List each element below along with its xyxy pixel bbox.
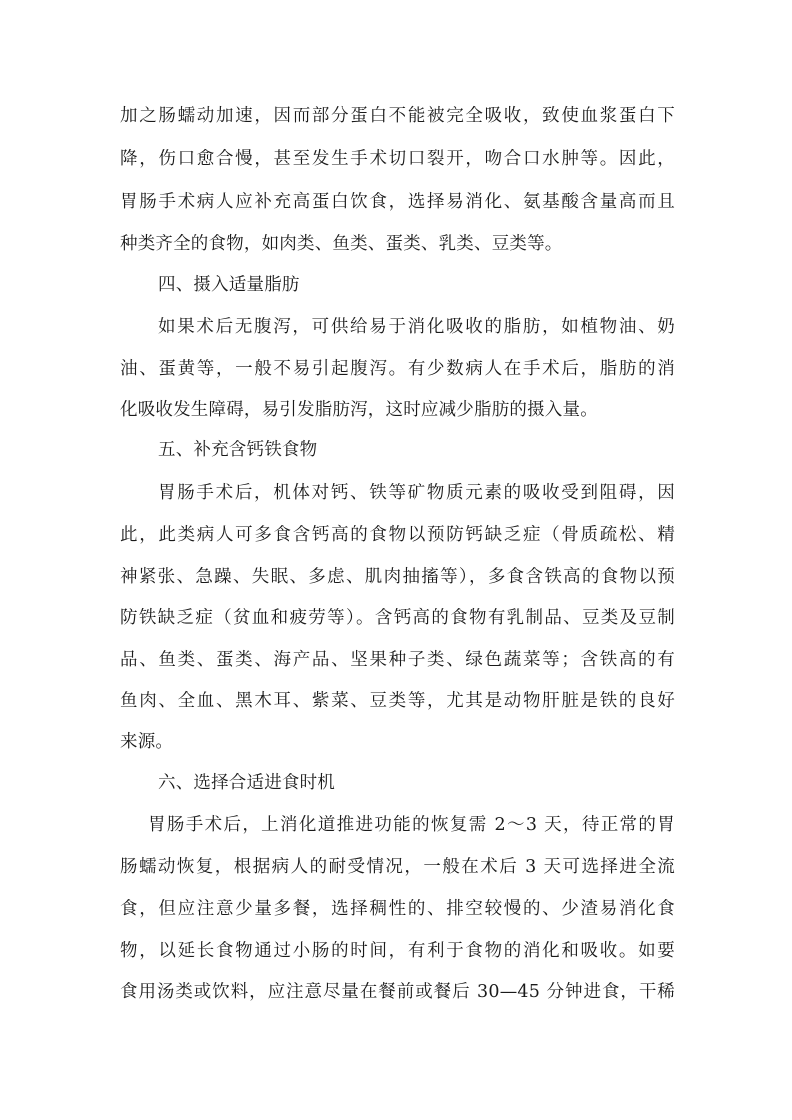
paragraph-line: 来源。 [120, 732, 174, 752]
paragraph-line: 胃肠手术后，机体对钙、铁等矿物质元素的吸收受到阻碍，因 [158, 483, 675, 503]
paragraph-line: 食用汤类或饮料，应注意尽量在餐前或餐后 30—45 分钟进食，干稀 [120, 982, 675, 1002]
section-heading-fat: 四、摄入适量脂肪 [158, 275, 300, 295]
paragraph-line: 加之肠蠕动加速，因而部分蛋白不能被完全吸收，致使血浆蛋白下 [120, 106, 675, 126]
paragraph-line: 品、鱼类、蛋类、海产品、坚果种子类、绿色蔬菜等；含铁高的有 [120, 650, 675, 670]
paragraph-line: 肠蠕动恢复，根据病人的耐受情况，一般在术后 3 天可选择进全流 [120, 857, 675, 877]
paragraph-line: 如果术后无腹泻，可供给易于消化吸收的脂肪，如植物油、奶 [158, 317, 675, 337]
paragraph-line: 胃肠手术病人应补充高蛋白饮食，选择易消化、氨基酸含量高而且 [120, 192, 675, 212]
section-heading-calcium-iron: 五、补充含钙铁食物 [158, 440, 318, 460]
paragraph-line: 神紧张、急躁、失眠、多虑、肌肉抽搐等），多食含铁高的食物以预 [120, 567, 675, 587]
paragraph-line: 化吸收发生障碍，易引发脂肪泻，这时应减少脂肪的摄入量。 [120, 400, 598, 420]
paragraph-line: 鱼肉、全血、黑木耳、紫菜、豆类等，尤其是动物肝脏是铁的良好 [120, 691, 675, 711]
paragraph-line: 油、蛋黄等，一般不易引起腹泻。有少数病人在手术后，脂肪的消 [120, 359, 675, 379]
paragraph-line: 此，此类病人可多食含钙高的食物以预防钙缺乏症（骨质疏松、精 [120, 525, 675, 545]
paragraph-line: 降，伤口愈合慢，甚至发生手术切口裂开，吻合口水肿等。因此， [120, 149, 675, 169]
paragraph-line: 种类齐全的食物，如肉类、鱼类、蛋类、乳类、豆类等。 [120, 234, 563, 254]
paragraph-line: 食，但应注意少量多餐，选择稠性的、排空较慢的、少渣易消化食 [120, 899, 675, 919]
paragraph-line: 物，以延长食物通过小肠的时间，有利于食物的消化和吸收。如要 [120, 941, 675, 961]
paragraph-line: 防铁缺乏症（贫血和疲劳等）。含钙高的食物有乳制品、豆类及豆制 [120, 608, 675, 628]
paragraph-line: 胃肠手术后，上消化道推进功能的恢复需 2～3 天，待正常的胃 [148, 815, 675, 835]
section-heading-timing: 六、选择合适进食时机 [158, 773, 335, 793]
